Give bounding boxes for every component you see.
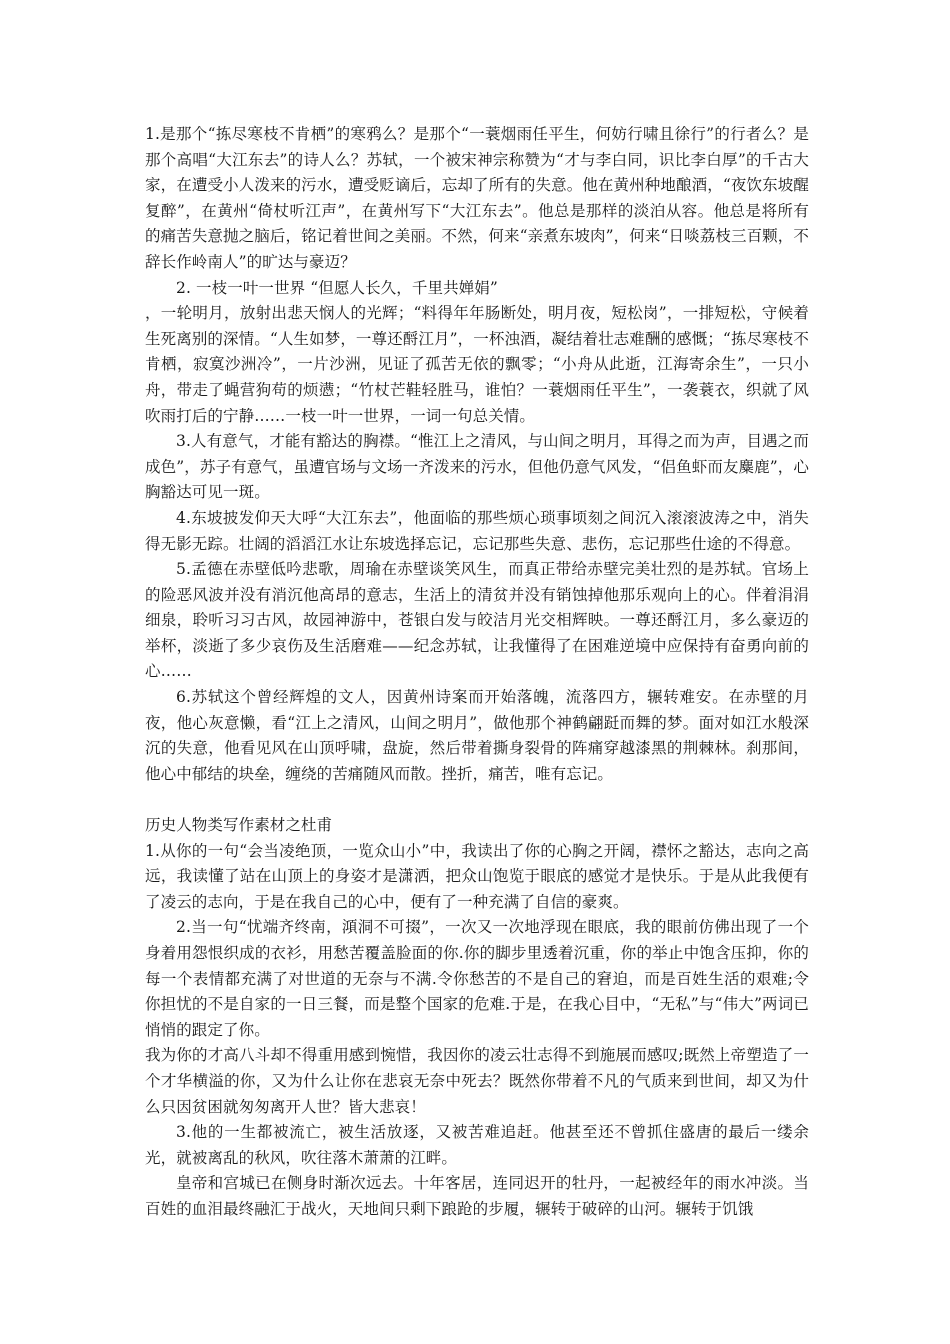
paragraph: 2.当一句“忧端齐终南，澒洞不可掇”，一次又一次地浮现在眼底，我的眼前仿佛出现了一个身着用怨恨织成的衣衫，用愁苦覆盖脸面的你.你的脚步里透着沉重，你的举止中饱含压抑，你的每一个表情都充满了对世道的无奈与不满.令你愁苦的不是自己的窘迫，而是百姓生活的艰难;令你担忧的不是自家的一日三餐，而是整个国家的危难.于是，在我心目中，“无私”与“伟大”两词已悄悄的跟定了你。: [145, 918, 809, 1039]
paragraph: 5.孟德在赤壁低吟悲歌，周瑜在赤壁谈笑风生，而真正带给赤壁完美壮烈的是苏轼。官场上的险恶风波并没有消沉他高昂的意志，生活上的清贫并没有销蚀掉他那乐观向上的心。伴着涓涓细泉，聆听习习古风，故园神游中，苍银白发与皎洁月光交相辉映。一尊还酹江月，多么豪迈的举杯，淡逝了多少哀伤及生活磨难——纪念苏轼，让我懂得了在困难逆境中应保持有奋勇向前的心……: [145, 560, 809, 681]
paragraph: 6.苏轼这个曾经辉煌的文人，因黄州诗案而开始落魄，流落四方，辗转难安。在赤壁的月夜，他心灰意懒，看“江上之清风，山间之明月”，做他那个神鹤翩跹而舞的梦。面对如江水般深沉的失意，他看见风在山顶呼啸，盘旋，然后带着撕身裂骨的阵痛穿越漆黑的荆棘林。刹那间，他心中郁结的块垒，缠绕的苦痛随风而散。挫折，痛苦，唯有忘记。: [145, 688, 809, 783]
paragraph: 1.从你的一句“会当凌绝顶，一览众山小”中，我读出了你的心胸之开阔，襟怀之豁达，志向之高远，我读懂了站在山顶上的身姿才是潇洒，把众山饱览于眼底的感觉才是快乐。于是从此我便有了凌云的志向，于是在我自己的心中，便有了一种充满了自信的豪爽。: [145, 841, 809, 911]
paragraph: 我为你的才高八斗却不得重用感到惋惜，我因你的凌云壮志得不到施展而感叹;既然上帝塑造了一个才华横溢的你，又为什么让你在悲哀无奈中死去？既然你带着不凡的气质来到世间，却又为什么只因贫困就匆匆离开人世？皆大悲哀！: [145, 1046, 809, 1116]
paragraph: 3.人有意气，才能有豁达的胸襟。“惟江上之清风，与山间之明月，耳得之而为声，目遇之而成色”，苏子有意气，虽遭官场与文场一齐泼来的污水，但他仍意气风发，“侣鱼虾而友麋鹿”，心胸豁达可见一斑。: [145, 432, 809, 502]
paragraph: 2. 一枝一叶一世界 “但愿人长久，千里共婵娟”: [176, 278, 498, 297]
paragraph: 皇帝和宫城已在侧身时渐次远去。十年客居，连同迟开的牡丹，一起被经年的雨水冲淡。当百姓的血泪最终融汇于战火，天地间只剩下踉跄的步履，辗转于破碎的山河。辗转于饥饿: [145, 1174, 809, 1218]
paragraph: 4.东坡披发仰天大呼“大江东去”，他面临的那些烦心琐事顷刻之间沉入滚滚波涛之中，消失得无影无踪。壮阔的滔滔江水让东坡选择忘记，忘记那些失意、悲伤，忘记那些仕途的不得意。: [145, 508, 809, 553]
paragraph: 历史人物类写作素材之杜甫: [145, 816, 333, 835]
paragraph: 3.他的一生都被流亡，被生活放逐，又被苦难追赶。他甚至还不曾抓住盛唐的最后一缕余光，就被离乱的秋风，吹往落木萧萧的江畔。: [145, 1123, 809, 1167]
paragraph-gap: [145, 787, 809, 813]
document-page: [145, 122, 809, 1223]
paragraph: 1.是那个“拣尽寒枝不肯栖”的寒鸦么？是那个“一蓑烟雨任平生，何妨行啸且徐行”的行者么？是那个高唱“大江东去”的诗人么？苏轼，一个被宋神宗称赞为“才与李白同，识比李白厚”的千古大家，在遭受小人泼来的污水，遭受贬谪后，忘却了所有的失意。他在黄州种地酿酒，“夜饮东坡醒复醉”，在黄州“倚杖听江声”，在黄州写下“大江东去”。他总是那样的淡泊从容。他总是将所有的痛苦失意抛之脑后，铭记着世间之美丽。不然，何来“亲煮东坡肉”，何来“日啖荔枝三百颗，不辞长作岭南人”的旷达与豪迈？: [145, 125, 809, 271]
paragraph: ，一轮明月，放射出悲天悯人的光辉；“料得年年肠断处，明月夜，短松岗”，一排短松，守候着生死离别的深情。“人生如梦，一尊还酹江月”，一杯浊酒，凝结着壮志难酬的感慨；“拣尽寒枝不肯栖，寂寞沙洲冷”，一片沙洲，见证了孤苦无依的飘零；“小舟从此逝，江海寄余生”，一只小舟，带走了蝇营狗苟的烦懑；“竹杖芒鞋轻胜马，谁怕？一蓑烟雨任平生”，一袭蓑衣，织就了风吹雨打后的宁静……一枝一叶一世界，一词一句总关情。: [145, 304, 809, 425]
